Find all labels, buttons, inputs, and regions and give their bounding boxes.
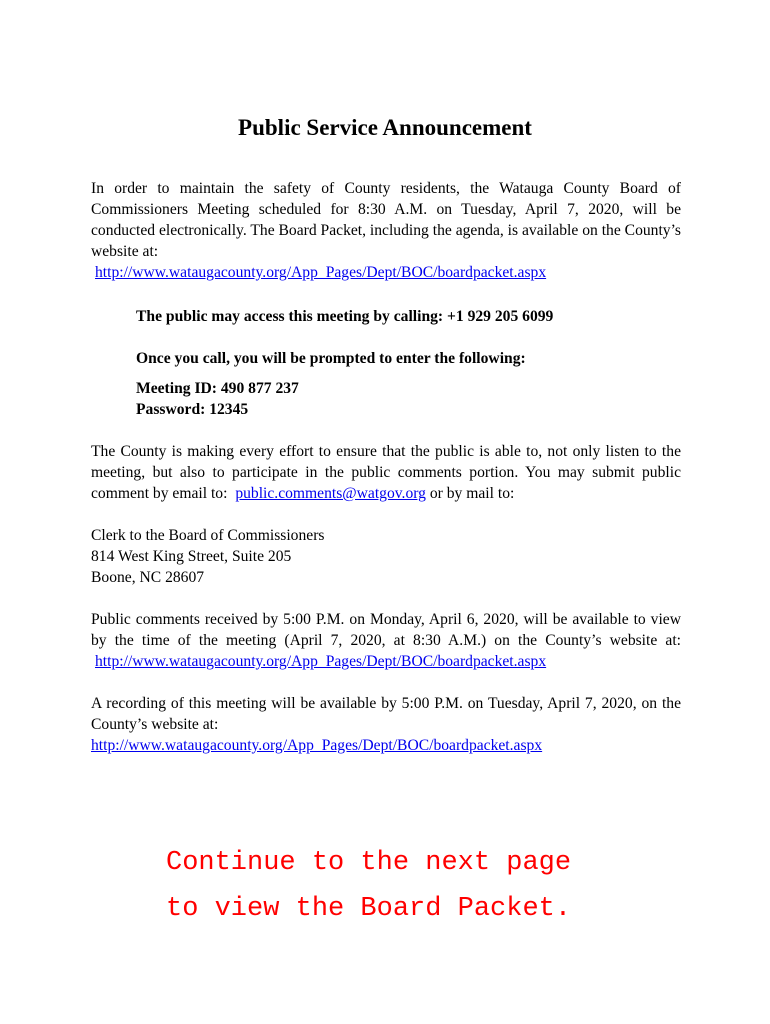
public-comments-email-link[interactable]: public.comments@watgov.org — [235, 485, 426, 502]
prompt-line: Once you call, you will be prompted to enter the following: — [136, 350, 526, 367]
address-line-3: Boone, NC 28607 — [91, 569, 205, 586]
recording-paragraph — [91, 693, 681, 756]
comments-deadline-paragraph — [91, 609, 681, 672]
continue-notice — [166, 840, 726, 932]
meeting-id: Meeting ID: 490 877 237 — [136, 380, 299, 397]
comments-deadline-text: Public comments received by 5:00 P.M. on Monday, April 6, 2020, will be available to view by the time of the meeting (April 7, 2020, at 8:30 A.M.) on the County’s website at: — [91, 611, 681, 649]
board-packet-link-3[interactable]: http://www.wataugacounty.org/App_Pages/Dept/BOC/boardpacket.aspx — [91, 737, 543, 754]
recording-text: A recording of this meeting will be available by 5:00 P.M. on Tuesday, April 7, 2020, on the County’s website at: — [91, 695, 681, 733]
board-packet-link-1[interactable]: http://www.wataugacounty.org/App_Pages/Dept/BOC/boardpacket.aspx — [95, 264, 547, 281]
intro-text: In order to maintain the safety of County residents, the Watauga County Board of Commissioners Meeting scheduled for 8:30 A.M. on Tuesday, April 7, 2020, will be conducted electronically. The Board Packet, including the agenda, is available on the County’s website at: — [91, 180, 681, 260]
page-title: Public Service Announcement — [238, 115, 532, 140]
address-line-2: 814 West King Street, Suite 205 — [91, 548, 292, 565]
continue-notice-line-1: Continue to the next page — [166, 848, 572, 878]
participation-text: The County is making every effort to ensure that the public is able to, not only listen to the meeting, but also to participate in the public comments portion. You may submit public comment by email to: — [91, 443, 681, 502]
meeting-password: Password: 12345 — [136, 401, 249, 418]
continue-notice-line-2: to view the Board Packet. — [166, 894, 572, 924]
intro-paragraph — [91, 178, 681, 283]
participation-text-after: or by mail to: — [429, 485, 515, 502]
board-packet-link-2[interactable]: http://www.wataugacounty.org/App_Pages/Dept/BOC/boardpacket.aspx — [95, 653, 547, 670]
address-line-1: Clerk to the Board of Commissioners — [91, 527, 325, 544]
participation-paragraph — [91, 441, 681, 504]
call-in-line: The public may access this meeting by calling: +1 929 205 6099 — [136, 308, 554, 325]
mailing-address — [91, 525, 491, 588]
